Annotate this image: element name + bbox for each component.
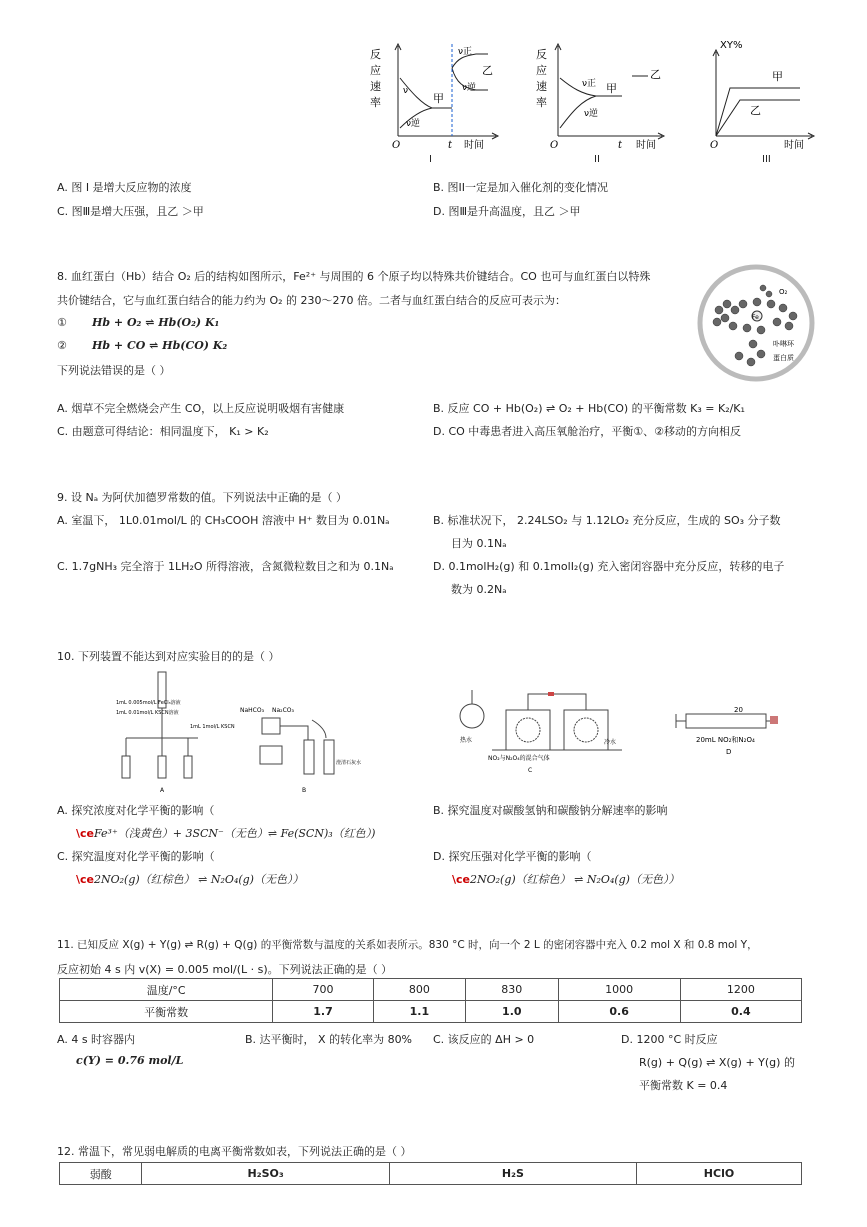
svg-text:NaHCO₃: NaHCO₃ [240, 707, 264, 714]
fe-label: Fe [752, 314, 759, 321]
q10-option-c-line2: \ce2NO₂(g)（红棕色） ⇌ N₂O₄(g)（无色）） [76, 873, 304, 886]
hemoglobin-figure [697, 264, 815, 382]
q12-stem: 12. 常温下，常见弱电解质的电离平衡常数如表，下列说法正确的是（ ） [57, 1145, 412, 1158]
graph-iii-ylabel: XY% [720, 40, 743, 51]
svg-text:速: 速 [370, 80, 381, 93]
svg-text:C: C [528, 767, 533, 774]
table-row: 弱酸 H₂SO₃ H₂S HClO [60, 1163, 802, 1185]
svg-text:乙: 乙 [650, 68, 661, 81]
svg-text:ν逆: ν逆 [462, 83, 477, 93]
q8-option-d: D. CO 中毒患者进入高压氧舱治疗，平衡①、②移动的方向相反 [433, 425, 742, 438]
q10-option-d-line2: \ce2NO₂(g)（红棕色） ⇌ N₂O₄(g)（无色）） [452, 873, 680, 886]
q9-option-b-line2: 目为 0.1Nₐ [451, 537, 507, 550]
svg-text:1mL 0.005mol/L FeCl₃溶液: 1mL 0.005mol/L FeCl₃溶液 [116, 700, 181, 706]
svg-text:反: 反 [536, 48, 547, 61]
q11-option-c: C. 该反应的 ΔH > 0 [433, 1033, 535, 1046]
q11-option-d-line2: R(g) + Q(g) ⇌ X(g) + Y(g) 的 [639, 1056, 795, 1069]
q12-table [59, 1162, 802, 1185]
apparatus-d [672, 700, 792, 758]
q10-option-d-line1: D. 探究压强对化学平衡的影响（ [433, 850, 592, 863]
q8-eq2-num: ② [57, 339, 67, 352]
q11-option-b: B. 达平衡时， X 的转化率为 80% [245, 1033, 413, 1046]
q7-option-d: D. 图Ⅲ是升高温度，且乙 ＞甲 [433, 205, 581, 218]
svg-text:甲: 甲 [606, 82, 617, 95]
svg-text:O: O [710, 140, 719, 151]
apparatus-a-b [112, 668, 382, 796]
svg-text:1mL 0.01mol/L KSCN溶液: 1mL 0.01mol/L KSCN溶液 [116, 710, 179, 716]
graph-i-ylabel-1: 反 [370, 48, 381, 61]
q8-prompt: 下列说法错误的是（ ） [57, 364, 171, 377]
svg-text:甲: 甲 [772, 70, 783, 83]
q10-option-b: B. 探究温度对碳酸氢钠和碳酸钠分解速率的影响 [433, 804, 668, 817]
svg-text:时间: 时间 [784, 140, 804, 151]
svg-text:D: D [726, 748, 732, 756]
q8-option-a: A. 烟草不完全燃烧会产生 CO，以上反应说明吸烟有害健康 [57, 402, 345, 415]
svg-text:应: 应 [370, 64, 381, 77]
o2-label: O₂ [779, 288, 788, 296]
svg-text:时间: 时间 [464, 140, 484, 151]
svg-text:ν正: ν正 [458, 47, 473, 57]
svg-text:速: 速 [536, 80, 547, 93]
svg-text:率: 率 [536, 96, 547, 109]
table-row: 温度/°C 700 800 830 1000 1200 [60, 979, 802, 1001]
graph-ii [532, 38, 672, 154]
q9-stem: 9. 设 Nₐ 为阿伏加德罗常数的值。下列说法中正确的是（ ） [57, 491, 348, 504]
q10-option-c-line1: C. 探究温度对化学平衡的影响（ [57, 850, 215, 863]
ring-label: 卟啉环 [773, 340, 794, 348]
svg-text:ν逆: ν逆 [584, 109, 599, 119]
svg-text:ν逆: ν逆 [406, 119, 421, 129]
svg-text:O: O [550, 140, 559, 151]
graph-i-roman: I [429, 154, 432, 165]
q7-option-b: B. 图II一定是加入催化剂的变化情况 [433, 181, 609, 194]
svg-text:热水: 热水 [460, 737, 473, 744]
svg-text:乙: 乙 [482, 64, 493, 77]
svg-text:应: 应 [536, 64, 547, 77]
q8-eq1-num: ① [57, 316, 67, 329]
q8-option-c: C. 由题意可得结论：相同温度下， K₁ > K₂ [57, 425, 269, 438]
q8-eq2: Hb + CO ⇌ Hb(CO) K₂ [92, 339, 228, 352]
svg-text:澄清石灰水: 澄清石灰水 [336, 760, 362, 766]
q10-stem: 10. 下列装置不能达到对应实验目的的是（ ） [57, 650, 280, 663]
svg-text:B: B [302, 787, 307, 794]
q9-option-b-line1: B. 标准状况下， 2.24LSO₂ 与 1.12LO₂ 充分反应，生成的 SO₃ 分子数 [433, 514, 781, 527]
graph-i [364, 38, 504, 154]
svg-text:率: 率 [370, 96, 381, 109]
svg-text:乙: 乙 [750, 104, 761, 117]
svg-text:A: A [160, 787, 165, 794]
svg-text:20mL NO₂和N₂O₄: 20mL NO₂和N₂O₄ [696, 736, 755, 744]
q11-option-a-line2: c(Y) = 0.76 mol/L [76, 1054, 184, 1067]
q7-option-c: C. 图Ⅲ是增大压强，且乙 ＞甲 [57, 205, 204, 218]
graph-iii [700, 38, 820, 154]
q8-option-b: B. 反应 CO + Hb(O₂) ⇌ O₂ + Hb(CO) 的平衡常数 K₃ = K₂/K₁ [433, 402, 745, 415]
q9-option-c: C. 1.7gNH₃ 完全溶于 1LH₂O 所得溶液，含氮微粒数目之和为 0.1Nₐ [57, 560, 394, 573]
svg-text:t: t [448, 140, 453, 151]
svg-text:NO₂与N₂O₄的混合气体: NO₂与N₂O₄的混合气体 [488, 755, 550, 762]
svg-text:冷水: 冷水 [604, 739, 617, 746]
svg-text:时间: 时间 [636, 140, 656, 151]
table-row: 平衡常数 1.7 1.1 1.0 0.6 0.4 [60, 1001, 802, 1023]
ce-prefix: \ce [76, 827, 94, 840]
svg-text:甲: 甲 [433, 92, 444, 105]
q9-option-a: A. 室温下， 1L0.01mol/L 的 CH₃COOH 溶液中 H⁺ 数目为 0.01Nₐ [57, 514, 390, 527]
graph-ii-roman: II [594, 154, 600, 165]
svg-text:20: 20 [734, 706, 743, 714]
q9-option-d-line1: D. 0.1molH₂(g) 和 0.1molI₂(g) 充入密闭容器中充分反应，转移的电子 [433, 560, 785, 573]
q11-table [59, 978, 802, 1023]
q8-stem-line1: 8. 血红蛋白（Hb）结合 O₂ 后的结构如图所示，Fe²⁺ 与周围的 6 个原子均以特殊共价键结合。CO 也可与血红蛋白以特殊 [57, 270, 651, 283]
svg-text:Na₂CO₃: Na₂CO₃ [272, 707, 294, 714]
q7-option-a: A. 图 I 是增大反应物的浓度 [57, 181, 192, 194]
q11-option-d-line3: 平衡常数 K = 0.4 [639, 1079, 728, 1092]
q8-stem-line2: 共价键结合，它与血红蛋白结合的能力约为 O₂ 的 230～270 倍。二者与血红蛋白结合的反应可表示为： [57, 294, 567, 307]
svg-text:ν: ν [403, 86, 409, 96]
q11-stem-line2: 反应初始 4 s 内 v(X) = 0.005 mol/(L · s)。下列说法正确的是（ ） [57, 963, 393, 976]
svg-text:ν正: ν正 [582, 79, 597, 89]
graph-iii-roman: III [762, 154, 771, 165]
q10-option-a-line1: A. 探究浓度对化学平衡的影响（ [57, 804, 215, 817]
svg-text:1mL 1mol/L KSCN: 1mL 1mol/L KSCN [190, 724, 235, 730]
svg-text:O: O [392, 140, 401, 151]
q11-option-a-line1: A. 4 s 时容器内 [57, 1033, 136, 1046]
q9-option-d-line2: 数为 0.2Nₐ [451, 583, 507, 596]
q8-eq1: Hb + O₂ ⇌ Hb(O₂) K₁ [92, 316, 220, 329]
q11-option-d-line1: D. 1200 °C 时反应 [621, 1033, 718, 1046]
protein-label: 蛋白质 [773, 354, 794, 362]
apparatus-c [452, 686, 628, 778]
q11-stem-line1: 11. 已知反应 X(g) + Y(g) ⇌ R(g) + Q(g) 的平衡常数与温度的关系如表所示。830 °C 时，向一个 2 L 的密闭容器中充入 0.2 mol X 和 0.8 mol Y， [57, 939, 758, 951]
svg-text:t: t [618, 140, 623, 151]
q10-option-a-line2: \ceFe³⁺（浅黄色）+ 3SCN⁻（无色）⇌ Fe(SCN)₃（红色）) [76, 827, 376, 840]
